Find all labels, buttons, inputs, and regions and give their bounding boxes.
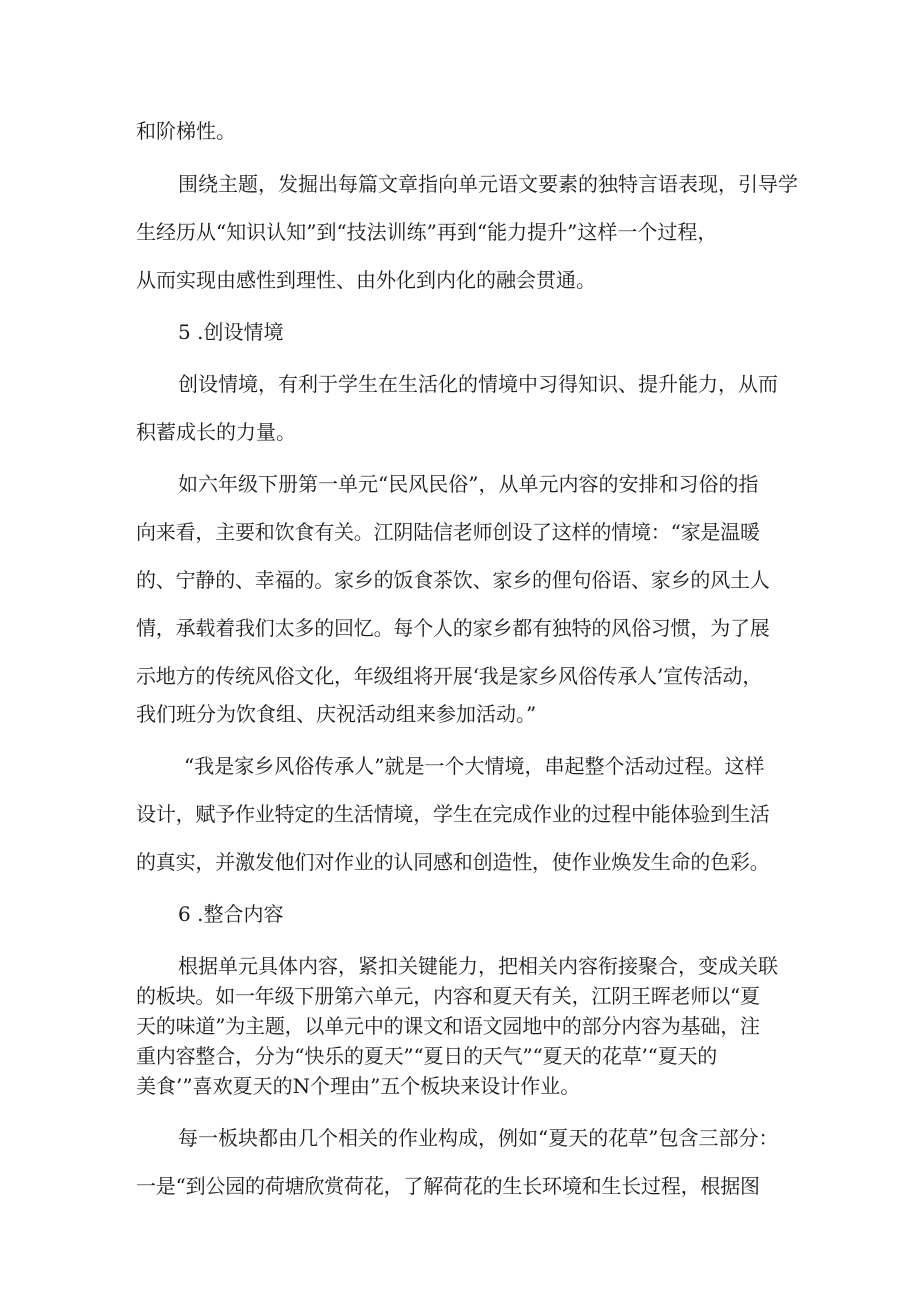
text-line-21: 重内容整合，分为“快乐的夏天”“夏日的天气”“夏天的花草’“夏天的	[136, 1044, 718, 1068]
text-line-7: 积蓄成长的力量。	[136, 420, 296, 444]
text-line-24: 一是“到公园的荷塘欣赏荷花，了解荷花的生长环境和生长过程，根据图	[136, 1174, 760, 1198]
text-line-10: 的、宁静的、幸福的。家乡的饭食茶饮、家乡的俚句俗语、家乡的风土人	[136, 568, 770, 592]
section-heading-5: 5 .创设情境	[178, 320, 284, 344]
text-line-19: 的板块。如一年级下册第六单元，内容和夏天有关，江阴王晖老师以“夏	[136, 984, 760, 1008]
text-line-1: 和阶梯性。	[136, 119, 236, 143]
text-line-3: 生经历从“知识认知”到“技法训练”再到“能力提升”这样一个过程，	[136, 220, 718, 244]
text-line-23: 每一板块都由几个相关的作业构成，例如“夏天的花草”包含三部分：	[178, 1126, 779, 1150]
text-line-2: 围绕主题，发掘出每篇文章指向单元语文要素的独特言语表现，引导学	[178, 172, 798, 196]
text-line-12: 示地方的传统风俗文化，年级组将开展‘我是家乡风俗传承人’宣传活动，	[136, 664, 763, 688]
text-line-15: 设计，赋予作业特定的生活情境，学生在完成作业的过程中能体验到生活	[136, 802, 770, 826]
text-line-11: 情，承载着我们太多的回忆。每个人的家乡都有独特的风俗习惯，为了展	[136, 616, 770, 640]
text-line-4: 从而实现由感性到理性、由外化到内化的融会贯通。	[136, 268, 596, 292]
text-line-14: “我是家乡风俗传承人”就是一个大情境，串起整个活动过程。这样	[184, 754, 765, 778]
text-line-20: 天的味道”为主题，以单元中的课文和语文园地中的部分内容为基础，注	[136, 1014, 760, 1038]
text-line-16: 的真实，并激发他们对作业的认同感和创造性，使作业焕发生命的色彩。	[136, 850, 770, 874]
text-line-8: 如六年级下册第一单元“民风民俗”，从单元内容的安排和习俗的指	[178, 472, 759, 496]
section-heading-6: 6 .整合内容	[178, 902, 284, 926]
text-line-13: 我们班分为饮食组、庆祝活动组来参加活动。”	[136, 702, 537, 726]
text-line-9: 向来看，主要和饮食有关。江阴陆信老师创设了这样的情境：“家是温暖	[136, 520, 760, 544]
text-line-6: 创设情境，有利于学生在生活化的情境中习得知识、提升能力，从而	[178, 372, 778, 396]
text-line-18: 根据单元具体内容，紧扣关键能力，把相关内容衔接聚合，变成关联	[178, 954, 778, 978]
text-line-22: 美食’”喜欢夏天的N个理由”五个板块来设计作业。	[136, 1074, 581, 1098]
